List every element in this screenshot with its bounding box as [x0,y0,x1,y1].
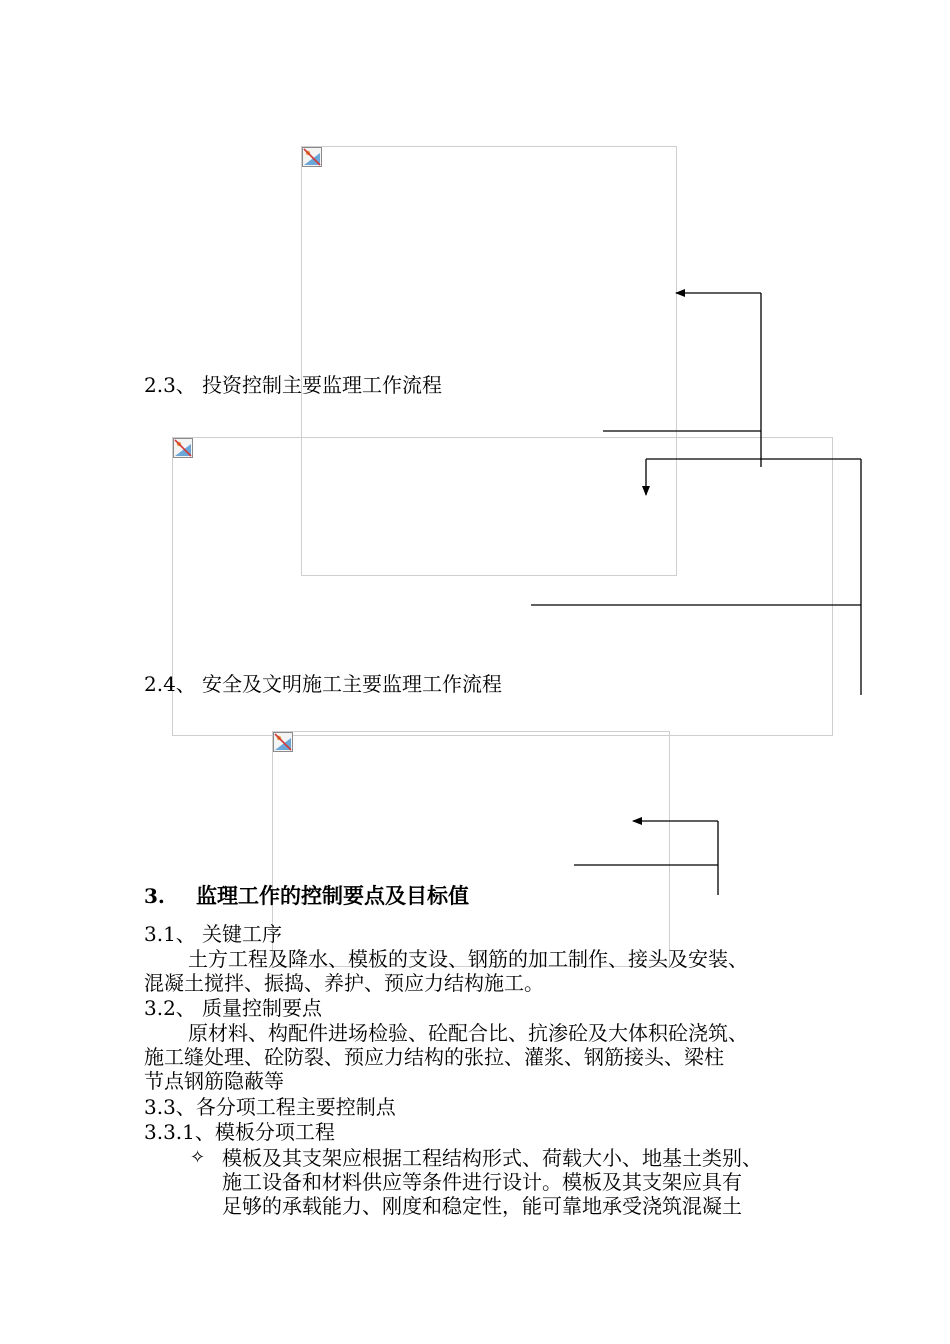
diamond-bullet-icon: ✧ [190,1147,206,1168]
section-2-3-title: 投资控制主要监理工作流程 [202,373,442,397]
section-3-3-1-body-line-2: 施工设备和材料供应等条件进行设计。模板及其支架应具有 [222,1170,742,1194]
connector-group-2 [531,459,861,695]
connector-group-1 [603,293,761,467]
section-3-3-1-body-line-1: 模板及其支架应根据工程结构形式、荷载大小、地基土类别、 [222,1146,762,1170]
section-3-2-body-line-3: 节点钢筋隐蔽等 [144,1069,284,1093]
connector-group-3 [574,821,718,895]
section-3-1-number: 3.1、 [144,922,196,946]
section-3-2-body-line-1: 原材料、构配件进场检验、砼配合比、抗渗砼及大体积砼浇筑、 [188,1021,748,1045]
section-3-3-1-body-line-3: 足够的承载能力、刚度和稳定性，能可靠地承受浇筑混凝土 [222,1194,742,1218]
section-2-3-number: 2.3、 [144,373,196,397]
section-3-1-body-line-1: 土方工程及降水、模板的支设、钢筋的加工制作、接头及安装、 [188,947,748,971]
section-3-1-title: 关键工序 [202,922,282,946]
section-3-3-1-label: 3.3.1、模板分项工程 [144,1120,335,1144]
section-3-2-body-line-2: 施工缝处理、砼防裂、预应力结构的张拉、灌浆、钢筋接头、梁柱 [144,1045,724,1069]
section-3-1-body-line-2: 混凝土搅拌、振捣、养护、预应力结构施工。 [144,971,544,995]
section-2-4-number: 2.4、 [144,672,196,696]
section-3-2-title: 质量控制要点 [202,996,322,1020]
section-3-number: 3. [144,884,165,908]
section-3-3-label: 3.3、各分项工程主要控制点 [144,1095,396,1119]
section-2-4-title: 安全及文明施工主要监理工作流程 [202,672,502,696]
section-3-2-number: 3.2、 [144,996,196,1020]
section-3-title: 监理工作的控制要点及目标值 [196,884,469,908]
